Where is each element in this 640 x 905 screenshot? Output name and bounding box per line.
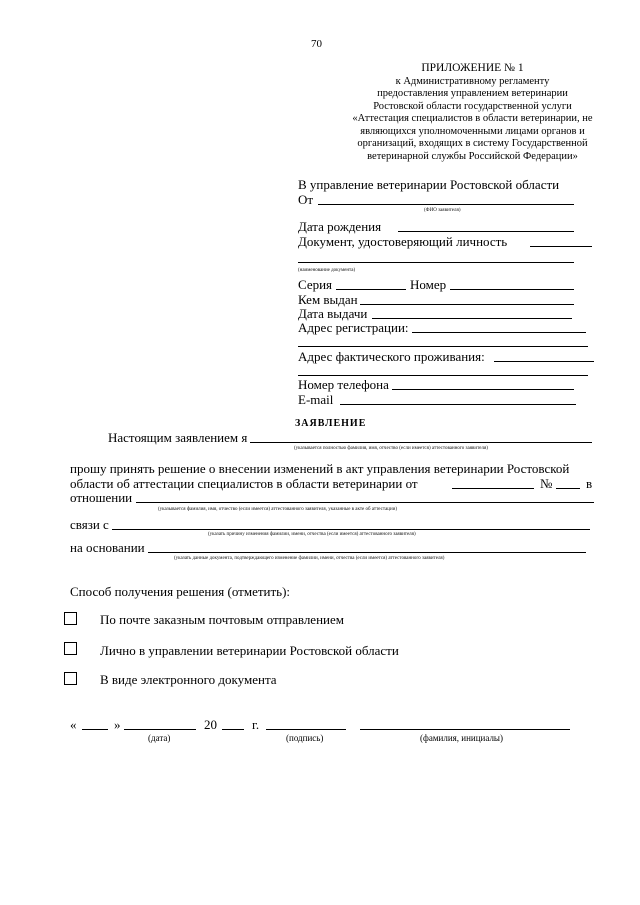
date-open-quote: « [70,717,77,732]
intro-hint: (указывается полностью фамилия, имя, отчество (если имеется) аттестованного заявителя) [294,446,488,451]
series-field[interactable] [336,289,406,290]
appendix-line: предоставления управлением ветеринарии [377,88,568,99]
day-field[interactable] [82,729,108,730]
year-field[interactable] [222,729,244,730]
reason-field[interactable] [112,529,590,530]
from-label: От [298,192,314,207]
month-field[interactable] [124,729,196,730]
delivery-checkbox-personal[interactable] [64,642,77,655]
applicant-name-field[interactable] [250,442,592,443]
appendix-line: ветеринарной службы Российской Федерации» [367,150,578,162]
page-number: 70 [311,38,322,50]
doc-label: Документ, удостоверяющий личность [298,234,508,249]
actual-address-field-line2[interactable] [298,375,588,376]
actual-address-field[interactable] [494,361,594,362]
act-number-field[interactable] [556,488,580,489]
appendix-line: к Административному регламенту [395,75,550,87]
act-date-field[interactable] [452,488,534,489]
basis-label: на основании [70,540,145,555]
reg-address-label: Адрес регистрации: [298,320,409,335]
series-label: Серия [298,277,333,292]
appendix-line: «Аттестация специалистов в области ветеринарии, не [352,113,593,124]
appendix-line: являющихся уполномоченными лицами органов и [360,125,585,137]
body-line-1: прошу принять решение о внесении изменений в акт управления ветеринарии Ростовской [70,461,570,476]
appendix-line: Ростовской области государственной услуги [373,100,572,112]
act-number-sign: № [540,476,553,491]
delivery-option-personal: Лично в управлении ветеринарии Ростовской области [100,643,399,658]
appendix-line: организаций, входящих в систему Государственной [357,138,588,149]
appendix-header [340,62,605,163]
signature-hint: (подпись) [286,733,324,743]
reason-label: связи с [70,517,109,532]
doc-field-line2[interactable] [298,262,574,263]
appendix-title: ПРИЛОЖЕНИЕ № 1 [421,62,524,74]
full-name-field[interactable] [360,729,570,730]
issued-by-field[interactable] [360,304,574,305]
statement-intro: Настоящим заявлением я [108,430,248,445]
email-field[interactable] [340,404,576,405]
delivery-checkbox-mail[interactable] [64,612,77,625]
year-suffix: г. [252,717,260,732]
body-line-3: отношении [70,490,133,505]
addressee: В управление ветеринарии Ростовской области [298,177,560,192]
birth-field[interactable] [398,231,574,232]
number-field[interactable] [450,289,574,290]
from-hint: (ФИО заявителя) [424,208,461,213]
reg-address-field[interactable] [412,332,586,333]
year-prefix: 20 [204,717,217,732]
reg-address-field-line2[interactable] [298,346,588,347]
basis-field[interactable] [148,552,586,553]
reason-hint: (указать причину изменения фамилии, имени, отчества (если имеется) аттестованного заявителя) [208,532,416,537]
basis-hint: (указать данные документа, подтверждающего изменение фамилии, имени, отчества (если имеется) аттестованного заявителя) [174,556,445,561]
name-hint: (фамилия, инициалы) [420,733,503,743]
attested-name-field[interactable] [136,502,594,503]
from-field[interactable] [318,204,574,205]
issue-date-label: Дата выдачи [298,306,368,321]
date-close-quote: » [114,717,121,732]
body-line-3-hint: (указывается фамилия, имя, отчество (если имеется) аттестованного заявителя, указанные в акте об аттестации) [158,507,397,512]
delivery-option-electronic: В виде электронного документа [100,672,277,687]
phone-field[interactable] [392,389,574,390]
doc-field[interactable] [530,246,592,247]
birth-label: Дата рождения [298,219,382,234]
email-label: E-mail [298,392,334,407]
actual-address-label: Адрес фактического проживания: [298,349,485,364]
delivery-checkbox-electronic[interactable] [64,672,77,685]
phone-label: Номер телефона [298,377,389,392]
issue-date-field[interactable] [372,318,572,319]
date-hint: (дата) [148,733,171,743]
delivery-label: Способ получения решения (отметить): [70,584,291,599]
body-line-2-end: в [586,476,593,491]
body-line-2: области об аттестации специалистов в области ветеринарии от [70,476,418,491]
issued-by-label: Кем выдан [298,292,358,307]
signature-field[interactable] [266,729,346,730]
delivery-option-mail: По почте заказным почтовым отправлением [100,612,344,627]
statement-title: ЗАЯВЛЕНИЕ [295,418,367,429]
doc-hint: (наименование документа) [298,268,356,273]
number-label: Номер [410,277,447,292]
